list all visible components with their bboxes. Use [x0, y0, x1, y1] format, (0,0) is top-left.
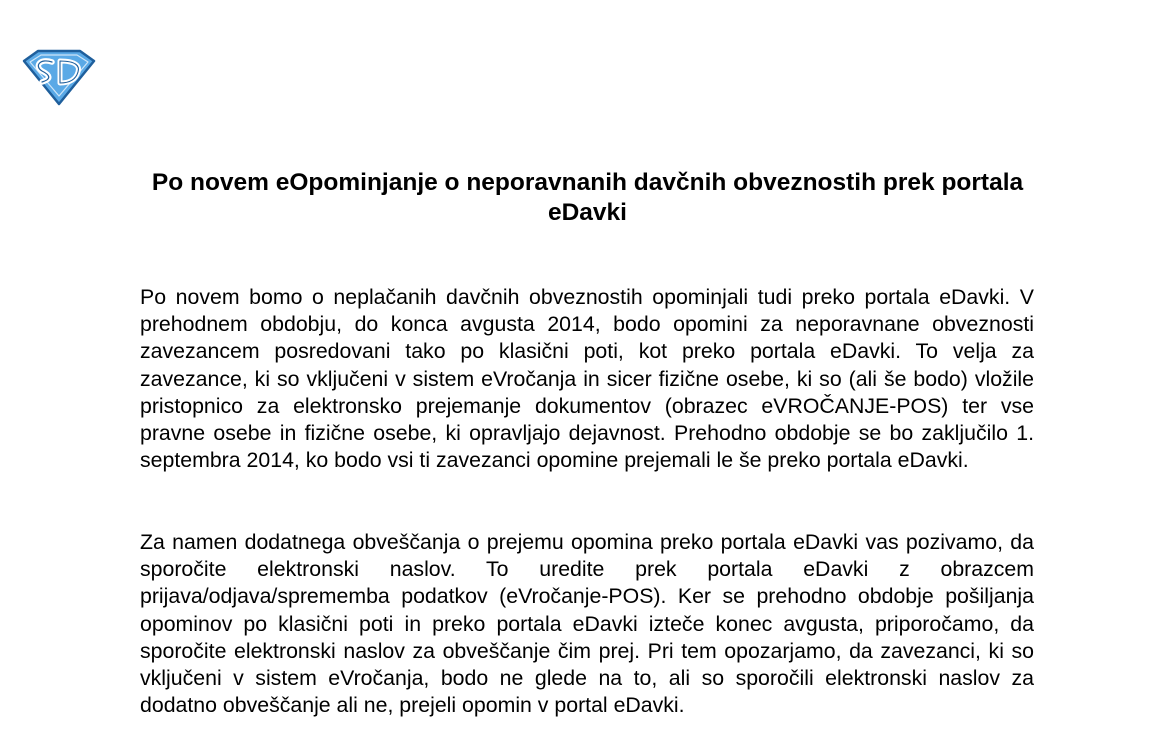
body-paragraph-2: Za namen dodatnega obveščanja o prejemu opomina preko portala eDavki vas pozivamo, da sporočite elektronski naslov. To uredite prek portala eDavki z obrazcem prijava/odjava/sprememba podatkov (eVročanje-POS). Ker se prehodno obdobje pošiljanja opominov po klasični poti in preko portala eDavki izteče konec avgusta, priporočamo, da sporočite elektronski naslov za obveščanje čim prej. Pri tem opozarjamo, da zavezanci, ki so vključeni v sistem eVročanja, bodo ne glede na to, ali so sporočili elektronski naslov za dodatno obveščanje ali ne, prejeli opomin v portal eDavki.	[140, 530, 1034, 718]
body-paragraph-1: Po novem bomo o neplačanih davčnih obveznostih opominjali tudi preko portala eDavki. V prehodnem obdobju, do konca avgusta 2014, bodo opomini za neporavnane obveznosti zavezancem posredovani tako po klasični poti, kot preko portala eDavki. To velja za zavezance, ki so vključeni v sistem eVročanja in sicer fizične osebe, ki so (ali še bodo) vložile pristopnico za elektronsko prejemanje dokumentov (obrazec eVROČANJE-POS) ter vse pravne osebe in fizične osebe, ki opravljajo dejavnost. Prehodno obdobje se bo zaključilo 1. septembra 2014, ko bodo vsi ti zavezanci opomine prejemali le še preko portala eDavki.	[140, 285, 1034, 473]
document-title: Po novem eOpominjanje o neporavnanih davčnih obveznostih prek portala eDavki	[151, 169, 1024, 226]
sd-shield-logo-icon	[22, 48, 96, 106]
